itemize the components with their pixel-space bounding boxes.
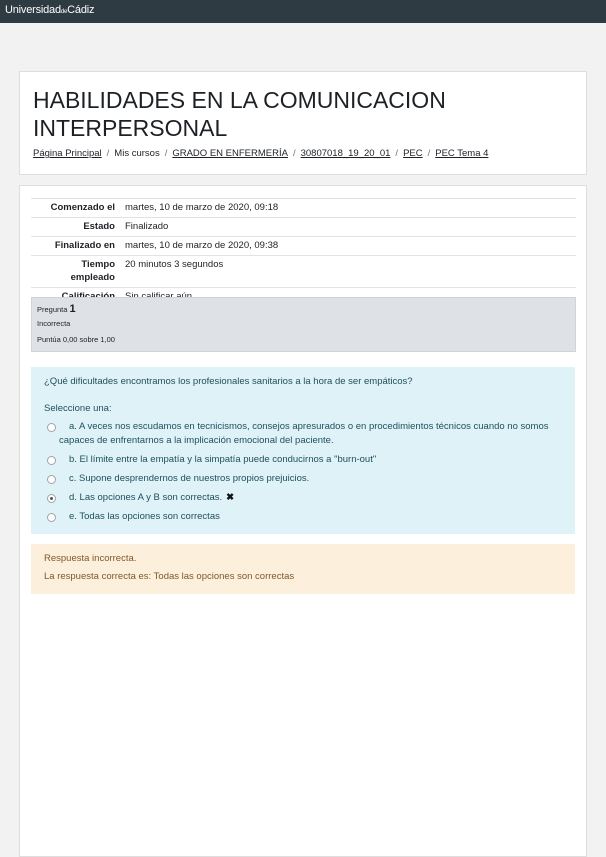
- page-header: [19, 71, 587, 175]
- question-number: Pregunta 1: [37, 303, 76, 315]
- summary-value: Finalizado: [119, 218, 576, 237]
- breadcrumb-separator: /: [106, 148, 110, 159]
- feedback-correct-answer: La respuesta correcta es: Todas las opciones son correctas: [44, 571, 295, 582]
- table-row: [31, 218, 576, 237]
- incorrect-icon: ✖: [226, 492, 235, 503]
- summary-value: martes, 10 de marzo de 2020, 09:38: [119, 237, 576, 256]
- summary-value: 20 minutos 3 segundos: [119, 256, 576, 288]
- table-row: [31, 237, 576, 256]
- quiz-review: [19, 185, 587, 857]
- question-state: Incorrecta: [37, 319, 71, 328]
- summary-key: Finalizado en: [31, 237, 119, 256]
- radio-button[interactable]: [47, 475, 56, 484]
- radio-button[interactable]: [47, 423, 56, 432]
- university-logo[interactable]: UniversidaddeCádiz: [5, 4, 95, 16]
- question-grade: Puntúa 0,00 sobre 1,00: [37, 335, 115, 344]
- breadcrumb-pec-tema[interactable]: PEC Tema 4: [435, 148, 489, 159]
- answer-options: [44, 418, 564, 524]
- attempt-summary-table: [31, 198, 576, 306]
- breadcrumb-course[interactable]: 30807018_19_20_01: [300, 148, 391, 159]
- option-label: e. Todas las opciones son correctas: [69, 511, 220, 522]
- breadcrumb: [33, 148, 488, 159]
- breadcrumb-home[interactable]: Página Principal: [33, 148, 102, 159]
- option-label: d. Las opciones A y B son correctas. ✖: [69, 492, 235, 503]
- table-row: [31, 199, 576, 218]
- answer-option-e[interactable]: [44, 510, 564, 524]
- breadcrumb-separator: /: [164, 148, 168, 159]
- option-label: a. A veces nos escudamos en tecnicismos, consejos apresurados o en procedimientos técnicos cuando no somos capaces de enfrentarnos a la implicación emocional del paciente.: [59, 421, 549, 446]
- breadcrumb-degree[interactable]: GRADO EN ENFERMERÍA: [172, 148, 288, 159]
- table-row: [31, 256, 576, 288]
- breadcrumb-separator: /: [395, 148, 399, 159]
- answer-option-a[interactable]: [44, 420, 564, 448]
- question-text: ¿Qué dificultades encontramos los profesionales sanitarios a la hora de ser empáticos?: [44, 376, 413, 387]
- answer-option-b[interactable]: [44, 453, 564, 467]
- summary-key: Tiempo empleado: [31, 256, 119, 288]
- question-formulation: [31, 367, 575, 534]
- breadcrumb-pec[interactable]: PEC: [403, 148, 423, 159]
- radio-button[interactable]: [47, 456, 56, 465]
- answer-prompt: Seleccione una:: [44, 403, 112, 414]
- radio-button[interactable]: [47, 513, 56, 522]
- option-label: b. El límite entre la empatía y la simpatía puede conducirnos a "burn-out": [69, 454, 377, 465]
- answer-option-d[interactable]: [44, 491, 564, 505]
- breadcrumb-my-courses: Mis cursos: [114, 148, 160, 159]
- summary-key: Comenzado el: [31, 199, 119, 218]
- question-info: [31, 297, 576, 352]
- breadcrumb-separator: /: [427, 148, 431, 159]
- feedback-result: Respuesta incorrecta.: [44, 553, 137, 564]
- top-navbar: [0, 0, 606, 23]
- option-label: c. Supone desprendernos de nuestros propios prejuicios.: [69, 473, 310, 484]
- radio-button-selected[interactable]: [47, 494, 56, 503]
- answer-option-c[interactable]: [44, 472, 564, 486]
- summary-key: Estado: [31, 218, 119, 237]
- breadcrumb-separator: /: [292, 148, 296, 159]
- page-title: HABILIDADES EN LA COMUNICACION INTERPERSONAL: [33, 87, 446, 141]
- answer-feedback: [31, 544, 575, 594]
- summary-value: martes, 10 de marzo de 2020, 09:18: [119, 199, 576, 218]
